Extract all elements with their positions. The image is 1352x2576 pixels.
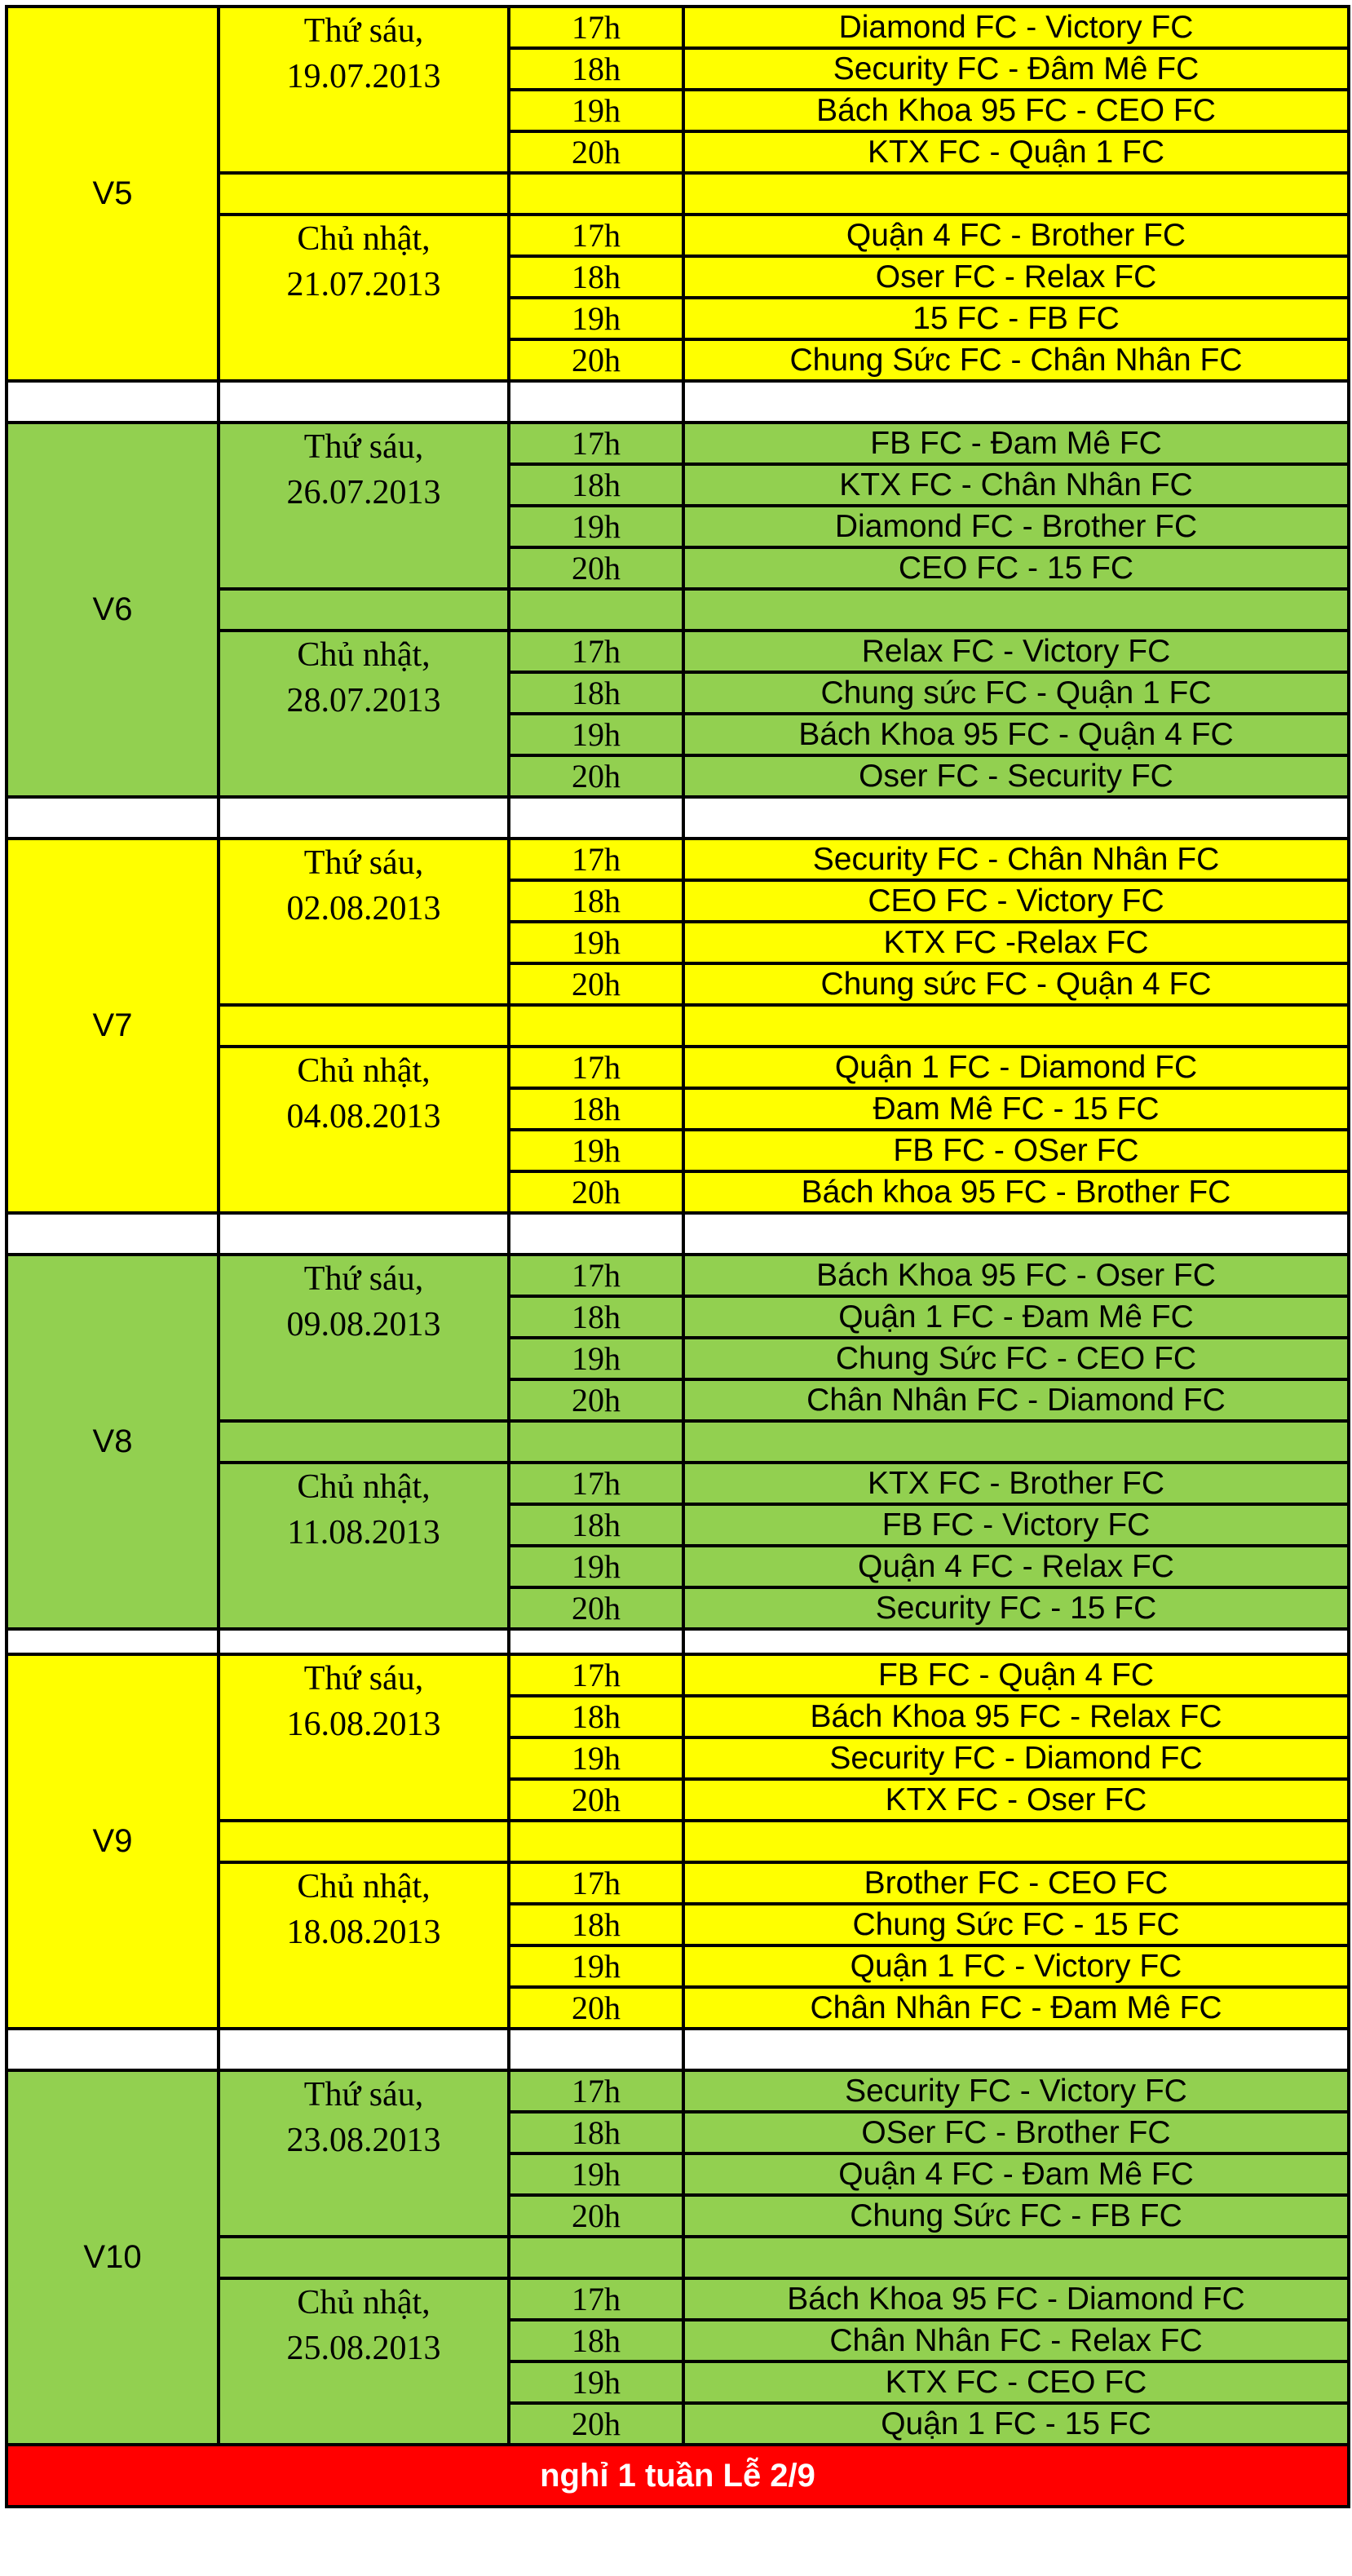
- empty-cell: [683, 1421, 1349, 1463]
- match-date: 19.07.2013: [286, 58, 441, 95]
- match-row: [7, 839, 1349, 880]
- empty-cell: [509, 2237, 683, 2278]
- kickoff-time: 20h: [509, 1171, 683, 1213]
- empty-cell: [509, 589, 683, 631]
- round-separator-row: [7, 1213, 1349, 1255]
- empty-cell: [7, 797, 219, 839]
- kickoff-time: 20h: [509, 1587, 683, 1629]
- fixture: Quận 1 FC - Diamond FC: [683, 1047, 1349, 1088]
- fixture: Oser FC - Security FC: [683, 755, 1349, 797]
- empty-cell: [7, 1213, 219, 1255]
- match-day-cell: [219, 2278, 509, 2445]
- match-date: 09.08.2013: [286, 1306, 441, 1343]
- fixture: Quận 1 FC - Đam Mê FC: [683, 1296, 1349, 1338]
- empty-cell: [219, 797, 509, 839]
- match-day-cell: [219, 1463, 509, 1629]
- fixture: CEO FC - Victory FC: [683, 880, 1349, 922]
- empty-cell: [509, 2029, 683, 2070]
- match-day-cell: [219, 1862, 509, 2029]
- fixture: CEO FC - 15 FC: [683, 547, 1349, 589]
- empty-cell: [7, 381, 219, 423]
- kickoff-time: 20h: [509, 2403, 683, 2445]
- round-label: V6: [7, 423, 219, 797]
- match-row: [7, 7, 1349, 48]
- weekday-label: Chủ nhật,: [297, 1868, 431, 1905]
- empty-cell: [509, 1629, 683, 1654]
- weekday-label: Chủ nhật,: [297, 1468, 431, 1506]
- match-day-cell: [219, 2070, 509, 2237]
- kickoff-time: 20h: [509, 131, 683, 173]
- fixture: 15 FC - FB FC: [683, 298, 1349, 339]
- match-day-cell: [219, 631, 509, 797]
- fixture: Chung sức FC - Quận 4 FC: [683, 963, 1349, 1005]
- empty-cell: [219, 2029, 509, 2070]
- weekday-label: Thứ sáu,: [303, 1260, 424, 1298]
- kickoff-time: 19h: [509, 2361, 683, 2403]
- kickoff-time: 18h: [509, 1296, 683, 1338]
- empty-cell: [219, 1005, 509, 1047]
- fixture: KTX FC - Chân Nhân FC: [683, 464, 1349, 506]
- round-separator-row: [7, 381, 1349, 423]
- round-label: V7: [7, 839, 219, 1213]
- empty-cell: [219, 589, 509, 631]
- round-block-v7: [7, 839, 1349, 1255]
- kickoff-time: 17h: [509, 7, 683, 48]
- kickoff-time: 18h: [509, 48, 683, 90]
- kickoff-time: 19h: [509, 714, 683, 755]
- fixture: Chung Sức FC - CEO FC: [683, 1338, 1349, 1379]
- empty-cell: [7, 1629, 219, 1654]
- fixture: KTX FC - Oser FC: [683, 1779, 1349, 1821]
- match-day-cell: [219, 7, 509, 173]
- kickoff-time: 17h: [509, 1255, 683, 1296]
- empty-cell: [219, 381, 509, 423]
- fixture: Security FC - 15 FC: [683, 1587, 1349, 1629]
- match-row: [7, 1255, 1349, 1296]
- match-day-cell: [219, 215, 509, 381]
- kickoff-time: 18h: [509, 1088, 683, 1130]
- match-day-cell: [219, 423, 509, 589]
- empty-cell: [683, 797, 1349, 839]
- kickoff-time: 19h: [509, 2153, 683, 2195]
- fixture: KTX FC - Brother FC: [683, 1463, 1349, 1504]
- kickoff-time: 17h: [509, 2278, 683, 2320]
- fixture: Quận 1 FC - 15 FC: [683, 2403, 1349, 2445]
- fixture: Bách Khoa 95 FC - CEO FC: [683, 90, 1349, 131]
- kickoff-time: 19h: [509, 1737, 683, 1779]
- round-separator-row: [7, 2029, 1349, 2070]
- empty-cell: [219, 1213, 509, 1255]
- fixture: Chung Sức FC - 15 FC: [683, 1904, 1349, 1945]
- match-day-cell: [219, 1654, 509, 1821]
- empty-cell: [683, 2237, 1349, 2278]
- kickoff-time: 17h: [509, 1862, 683, 1904]
- kickoff-time: 19h: [509, 922, 683, 963]
- empty-cell: [219, 2237, 509, 2278]
- round-label: V5: [7, 7, 219, 381]
- kickoff-time: 20h: [509, 1779, 683, 1821]
- kickoff-time: 18h: [509, 1904, 683, 1945]
- empty-cell: [509, 381, 683, 423]
- fixture: FB FC - Quận 4 FC: [683, 1654, 1349, 1696]
- weekday-label: Thứ sáu,: [303, 428, 424, 466]
- round-block-v8: [7, 1255, 1349, 1654]
- match-date: 02.08.2013: [286, 890, 441, 927]
- kickoff-time: 18h: [509, 2320, 683, 2361]
- empty-cell: [219, 1421, 509, 1463]
- empty-cell: [683, 1821, 1349, 1862]
- weekday-label: Thứ sáu,: [303, 12, 424, 50]
- empty-cell: [509, 1821, 683, 1862]
- kickoff-time: 18h: [509, 880, 683, 922]
- kickoff-time: 20h: [509, 2195, 683, 2237]
- fixture: Chung Sức FC - FB FC: [683, 2195, 1349, 2237]
- fixture: KTX FC - CEO FC: [683, 2361, 1349, 2403]
- kickoff-time: 17h: [509, 1047, 683, 1088]
- kickoff-time: 18h: [509, 256, 683, 298]
- match-row: [7, 1654, 1349, 1696]
- kickoff-time: 19h: [509, 1945, 683, 1987]
- kickoff-time: 20h: [509, 1379, 683, 1421]
- empty-cell: [683, 381, 1349, 423]
- empty-cell: [683, 1005, 1349, 1047]
- kickoff-time: 20h: [509, 339, 683, 381]
- kickoff-time: 17h: [509, 2070, 683, 2112]
- empty-cell: [509, 1421, 683, 1463]
- fixture: FB FC - Victory FC: [683, 1504, 1349, 1546]
- round-separator-row: [7, 1629, 1349, 1654]
- weekday-label: Thứ sáu,: [303, 2076, 424, 2113]
- fixture: Diamond FC - Victory FC: [683, 7, 1349, 48]
- round-separator-row: [7, 797, 1349, 839]
- kickoff-time: 17h: [509, 423, 683, 464]
- fixture: Security FC - Đâm Mê FC: [683, 48, 1349, 90]
- weekday-label: Thứ sáu,: [303, 1660, 424, 1697]
- match-date: 26.07.2013: [286, 474, 441, 511]
- fixture: FB FC - Đam Mê FC: [683, 423, 1349, 464]
- fixture: Quận 4 FC - Đam Mê FC: [683, 2153, 1349, 2195]
- fixture: Chân Nhân FC - Relax FC: [683, 2320, 1349, 2361]
- kickoff-time: 20h: [509, 547, 683, 589]
- fixture: Chân Nhân FC - Diamond FC: [683, 1379, 1349, 1421]
- footer-block: [7, 2445, 1349, 2507]
- match-date: 21.07.2013: [286, 266, 441, 303]
- empty-cell: [509, 1213, 683, 1255]
- fixture: Security FC - Victory FC: [683, 2070, 1349, 2112]
- fixture: Chung sức FC - Quận 1 FC: [683, 672, 1349, 714]
- empty-cell: [219, 1821, 509, 1862]
- round-block-v9: [7, 1654, 1349, 2070]
- round-block-v6: [7, 423, 1349, 839]
- empty-cell: [683, 173, 1349, 215]
- fixture: Bách Khoa 95 FC - Relax FC: [683, 1696, 1349, 1737]
- match-date: 04.08.2013: [286, 1098, 441, 1135]
- kickoff-time: 18h: [509, 672, 683, 714]
- weekday-label: Chủ nhật,: [297, 220, 431, 258]
- kickoff-time: 17h: [509, 839, 683, 880]
- kickoff-time: 17h: [509, 215, 683, 256]
- fixture: Security FC - Chân Nhân FC: [683, 839, 1349, 880]
- footer-row: [7, 2445, 1349, 2507]
- kickoff-time: 17h: [509, 631, 683, 672]
- kickoff-time: 20h: [509, 1987, 683, 2029]
- match-row: [7, 423, 1349, 464]
- kickoff-time: 18h: [509, 1504, 683, 1546]
- kickoff-time: 18h: [509, 464, 683, 506]
- fixture: Brother FC - CEO FC: [683, 1862, 1349, 1904]
- empty-cell: [683, 1629, 1349, 1654]
- round-block-v5: [7, 7, 1349, 423]
- empty-cell: [509, 1005, 683, 1047]
- weekday-label: Chủ nhật,: [297, 636, 431, 674]
- fixture: KTX FC -Relax FC: [683, 922, 1349, 963]
- fixture: Đam Mê FC - 15 FC: [683, 1088, 1349, 1130]
- empty-cell: [219, 173, 509, 215]
- fixture: Quận 1 FC - Victory FC: [683, 1945, 1349, 1987]
- match-date: 16.08.2013: [286, 1706, 441, 1743]
- empty-cell: [7, 2029, 219, 2070]
- fixture: Diamond FC - Brother FC: [683, 506, 1349, 547]
- match-day-cell: [219, 839, 509, 1005]
- fixture: Security FC - Diamond FC: [683, 1737, 1349, 1779]
- match-day-cell: [219, 1255, 509, 1421]
- match-day-cell: [219, 1047, 509, 1213]
- kickoff-time: 19h: [509, 1338, 683, 1379]
- match-date: 18.08.2013: [286, 1914, 441, 1951]
- kickoff-time: 18h: [509, 1696, 683, 1737]
- kickoff-time: 17h: [509, 1463, 683, 1504]
- match-date: 11.08.2013: [287, 1514, 440, 1551]
- fixture: OSer FC - Brother FC: [683, 2112, 1349, 2153]
- kickoff-time: 19h: [509, 1546, 683, 1587]
- fixture: Quận 4 FC - Brother FC: [683, 215, 1349, 256]
- fixture: Oser FC - Relax FC: [683, 256, 1349, 298]
- round-label: V8: [7, 1255, 219, 1629]
- fixture: Quận 4 FC - Relax FC: [683, 1546, 1349, 1587]
- weekday-label: Chủ nhật,: [297, 2284, 431, 2321]
- schedule-table: [5, 5, 1350, 2508]
- match-date: 28.07.2013: [286, 682, 441, 719]
- weekday-label: Chủ nhật,: [297, 1052, 431, 1090]
- fixture: KTX FC - Quận 1 FC: [683, 131, 1349, 173]
- round-block-v10: [7, 2070, 1349, 2445]
- empty-cell: [509, 797, 683, 839]
- kickoff-time: 20h: [509, 755, 683, 797]
- match-date: 25.08.2013: [286, 2330, 441, 2367]
- kickoff-time: 18h: [509, 2112, 683, 2153]
- weekday-label: Thứ sáu,: [303, 844, 424, 882]
- kickoff-time: 19h: [509, 1130, 683, 1171]
- kickoff-time: 19h: [509, 298, 683, 339]
- kickoff-time: 17h: [509, 1654, 683, 1696]
- match-date: 23.08.2013: [286, 2122, 441, 2159]
- round-label: V9: [7, 1654, 219, 2029]
- fixture: Bách Khoa 95 FC - Diamond FC: [683, 2278, 1349, 2320]
- empty-cell: [509, 173, 683, 215]
- fixture: Bách khoa 95 FC - Brother FC: [683, 1171, 1349, 1213]
- fixture: Chân Nhân FC - Đam Mê FC: [683, 1987, 1349, 2029]
- fixture: Relax FC - Victory FC: [683, 631, 1349, 672]
- round-label: V10: [7, 2070, 219, 2445]
- kickoff-time: 20h: [509, 963, 683, 1005]
- empty-cell: [683, 2029, 1349, 2070]
- fixture: Chung Sức FC - Chân Nhân FC: [683, 339, 1349, 381]
- empty-cell: [683, 589, 1349, 631]
- kickoff-time: 19h: [509, 506, 683, 547]
- fixture: FB FC - OSer FC: [683, 1130, 1349, 1171]
- holiday-notice: nghỉ 1 tuần Lễ 2/9: [7, 2445, 1349, 2507]
- empty-cell: [219, 1629, 509, 1654]
- match-row: [7, 2070, 1349, 2112]
- fixture: Bách Khoa 95 FC - Quận 4 FC: [683, 714, 1349, 755]
- kickoff-time: 19h: [509, 90, 683, 131]
- fixture: Bách Khoa 95 FC - Oser FC: [683, 1255, 1349, 1296]
- empty-cell: [683, 1213, 1349, 1255]
